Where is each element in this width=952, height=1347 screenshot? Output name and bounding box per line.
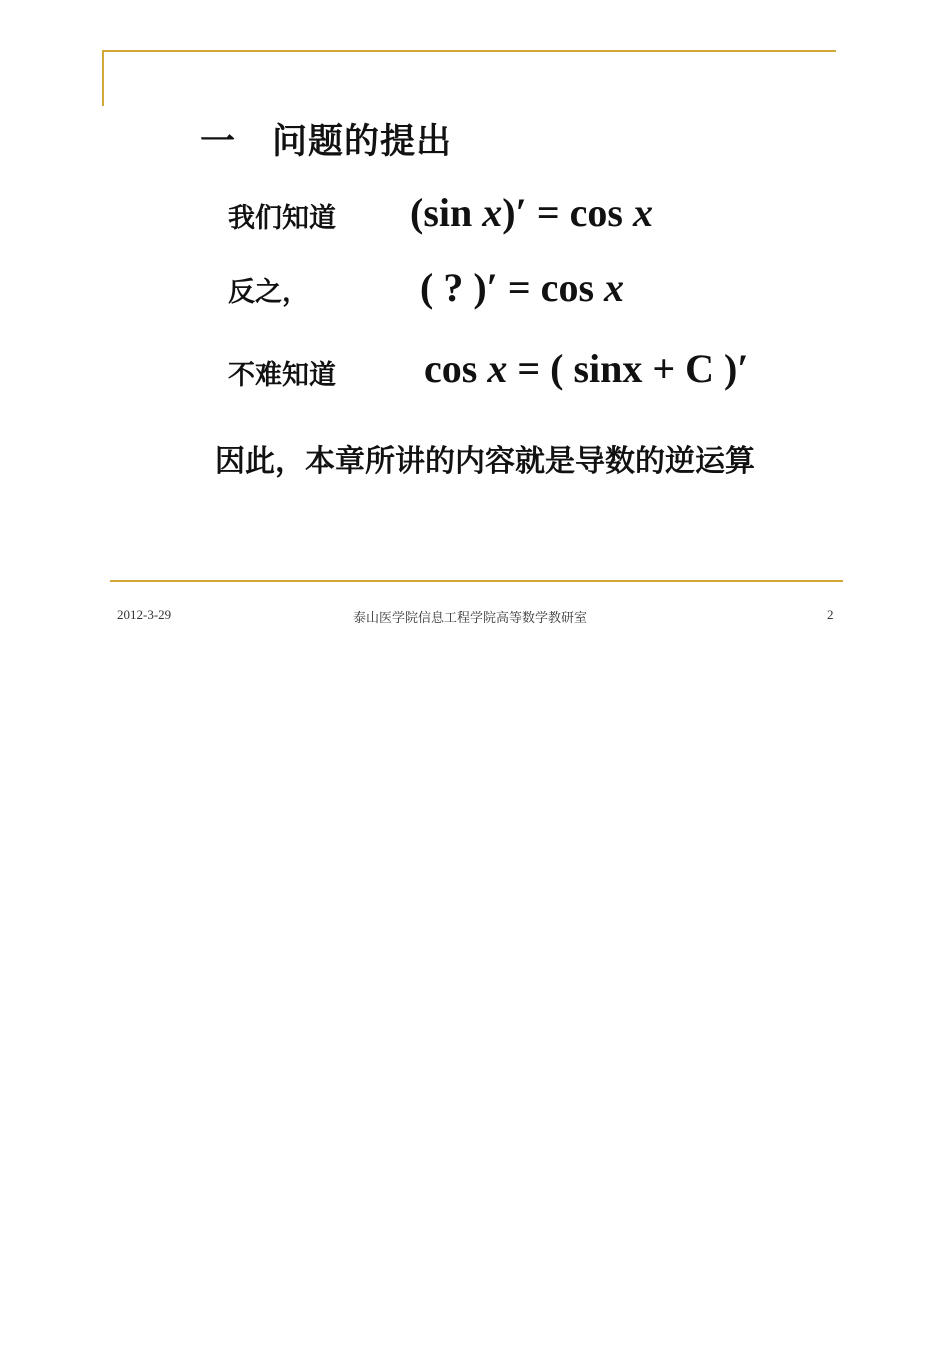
formula-variable: x	[482, 190, 503, 235]
formula-variable: x	[604, 265, 625, 310]
frame-top-line	[102, 50, 836, 52]
heading-number: 一	[200, 122, 237, 162]
row-label-conversely: 反之，	[228, 277, 309, 308]
formula-sin-plus-c	[424, 345, 749, 392]
frame-left-line	[102, 50, 104, 106]
formula-variable: x	[487, 346, 508, 391]
footer-divider	[110, 580, 843, 582]
conclusion-text: 因此，本章所讲的内容就是导数的逆运算	[215, 444, 755, 479]
page-number: 2	[827, 607, 834, 622]
heading-text: 问题的提出	[272, 122, 453, 162]
formula-part: ( ? )′ = cos	[420, 265, 605, 310]
row-label-known: 我们知道	[228, 203, 336, 234]
formula-part: )′ = cos	[502, 190, 633, 235]
formula-antiderivative-question	[420, 264, 624, 311]
row-label-easy-to-know: 不难知道	[228, 360, 336, 391]
slide	[0, 0, 952, 640]
footer-organization: 泰山医学院信息工程学院高等数学教研室	[353, 610, 588, 625]
formula-derivative-sin	[410, 189, 653, 236]
formula-variable: x	[632, 190, 653, 235]
section-heading	[200, 114, 452, 164]
footer-date: 2012-3-29	[117, 607, 172, 622]
formula-part: = ( sinx + C )′	[507, 346, 749, 391]
formula-part: (sin	[410, 190, 483, 235]
formula-part: cos	[424, 346, 488, 391]
